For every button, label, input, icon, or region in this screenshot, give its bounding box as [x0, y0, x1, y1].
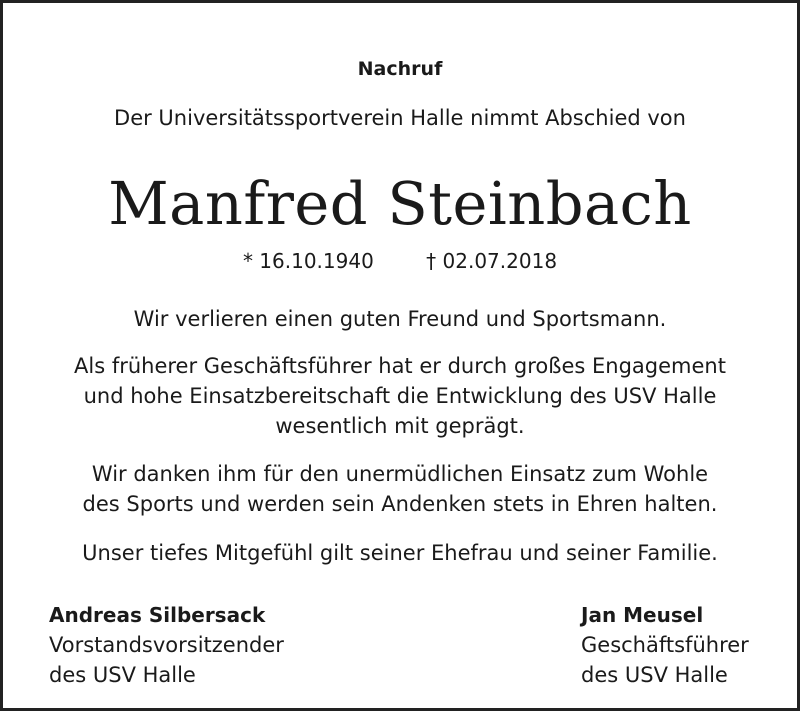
- death-date: † 02.07.2018: [426, 249, 558, 273]
- paragraph-line: Wir danken ihm für den unermüdlichen Einsatz zum Wohle: [91, 462, 709, 486]
- birth-date: * 16.10.1940: [242, 249, 374, 273]
- paragraph-engagement: [3, 351, 797, 441]
- signatory-role: Vorstandsvorsitzender: [49, 633, 284, 657]
- signatory-org: des USV Halle: [581, 663, 728, 687]
- signatory-org: des USV Halle: [49, 663, 196, 687]
- signatory-name: Andreas Silbersack: [49, 603, 266, 627]
- paragraph-thanks: [3, 459, 797, 519]
- paragraph-line: Wir verlieren einen guten Freund und Sportsmann.: [133, 307, 667, 331]
- paragraph-condolence: [3, 538, 797, 568]
- paragraph-friend: [3, 304, 797, 334]
- notice-intro: Der Universitätssportverein Halle nimmt Abschied von: [114, 106, 686, 130]
- life-dates: [3, 248, 797, 274]
- paragraph-line: des Sports und werden sein Andenken stets in Ehren halten.: [82, 492, 718, 516]
- notice-heading: Nachruf: [357, 58, 443, 80]
- paragraph-line: Als früherer Geschäftsführer hat er durch großes Engagement: [74, 354, 726, 378]
- signatory-left: [49, 600, 284, 690]
- signatory-right: [581, 600, 749, 690]
- signatory-role: Geschäftsführer: [581, 633, 749, 657]
- paragraph-line: und hohe Einsatzbereitschaft die Entwicklung des USV Halle: [83, 384, 717, 408]
- deceased-name: Manfred Steinbach: [108, 169, 692, 238]
- paragraph-line: Unser tiefes Mitgefühl gilt seiner Ehefrau und seiner Familie.: [82, 541, 718, 565]
- signatory-name: Jan Meusel: [581, 603, 704, 627]
- paragraph-line: wesentlich mit geprägt.: [275, 414, 525, 438]
